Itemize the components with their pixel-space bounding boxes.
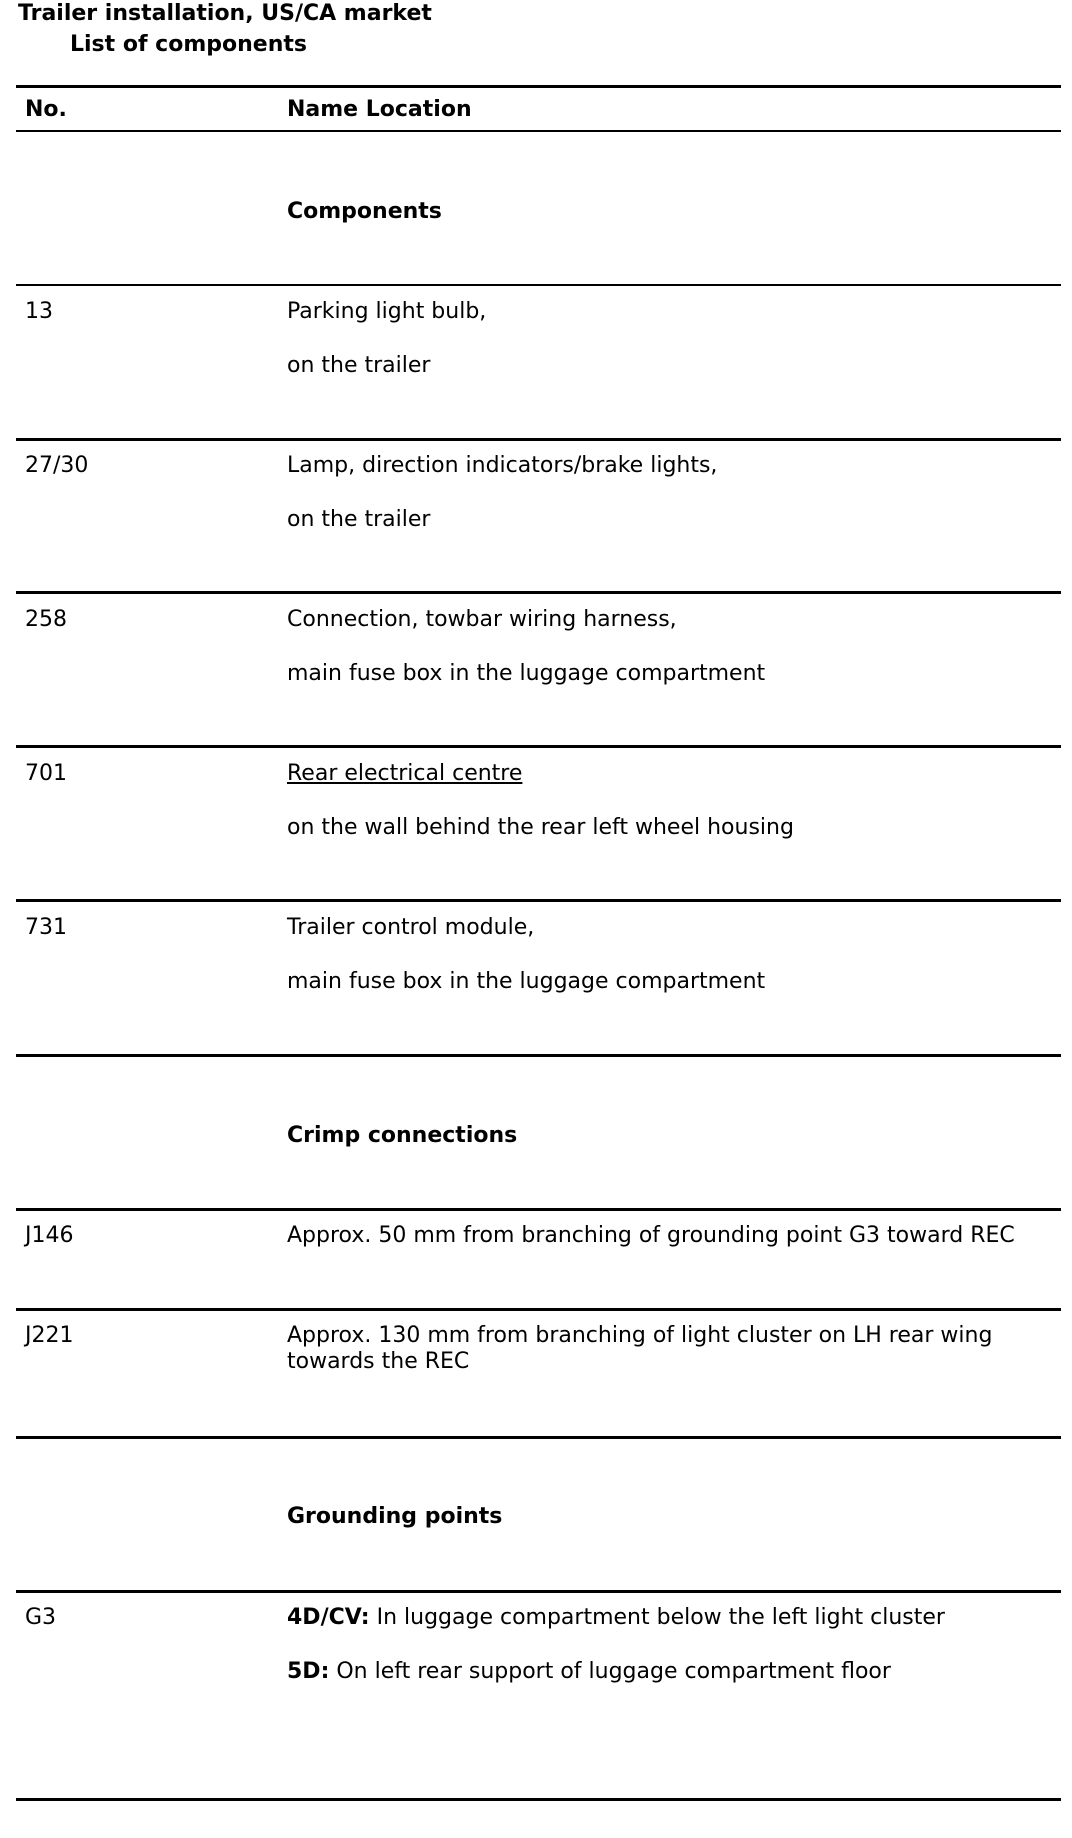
page-title: Trailer installation, US/CA market [18, 1, 432, 26]
section-heading-crimp-connections: Crimp connections [287, 1123, 518, 1148]
location-line-4d-cv [287, 1604, 945, 1632]
row-rule [16, 1436, 1061, 1439]
row-location: main fuse box in the luggage compartment [287, 969, 766, 994]
row-description: Approx. 50 mm from branching of grounding point G3 toward REC [287, 1223, 1015, 1248]
row-name: Connection, towbar wiring harness, [287, 607, 677, 632]
row-rule [16, 745, 1061, 748]
column-header-name-location: Name Location [287, 97, 472, 122]
row-location: on the trailer [287, 353, 431, 378]
section-heading-grounding-points: Grounding points [287, 1504, 503, 1529]
row-no: 13 [25, 299, 53, 324]
table-bottom-rule [16, 1798, 1061, 1801]
table-top-rule [16, 85, 1061, 88]
row-location: on the wall behind the rear left wheel housing [287, 815, 794, 840]
row-location: main fuse box in the luggage compartment [287, 661, 766, 686]
rear-electrical-centre-link[interactable]: Rear electrical centre [287, 761, 523, 786]
variant-label: 4D/CV: [287, 1605, 370, 1630]
section-rule [16, 1208, 1061, 1211]
row-rule [16, 899, 1061, 902]
page-subtitle: List of components [70, 32, 307, 57]
row-no: G3 [25, 1605, 57, 1630]
row-rule [16, 438, 1061, 441]
row-rule [16, 1054, 1061, 1057]
location-text: In luggage compartment below the left light cluster [369, 1605, 945, 1630]
section-rule [16, 1590, 1061, 1593]
row-name: Lamp, direction indicators/brake lights, [287, 453, 718, 478]
header-bottom-rule [16, 130, 1061, 132]
variant-label: 5D: [287, 1659, 330, 1684]
row-name: Trailer control module, [287, 915, 535, 940]
column-header-no: No. [25, 97, 67, 122]
row-no: J221 [25, 1323, 74, 1348]
location-line-5d [287, 1658, 891, 1686]
row-no: 258 [25, 607, 67, 632]
row-no: 731 [25, 915, 67, 940]
row-no: J146 [25, 1223, 74, 1248]
row-name: Parking light bulb, [287, 299, 487, 324]
section-rule [16, 284, 1061, 286]
section-heading-components: Components [287, 199, 442, 224]
row-no: 701 [25, 761, 67, 786]
row-no: 27/30 [25, 453, 89, 478]
location-text: On left rear support of luggage compartment floor [329, 1659, 891, 1684]
row-rule [16, 591, 1061, 594]
row-description: Approx. 130 mm from branching of light cluster on LH rear wing towards the REC [287, 1323, 993, 1374]
row-location: on the trailer [287, 507, 431, 532]
row-rule [16, 1308, 1061, 1311]
